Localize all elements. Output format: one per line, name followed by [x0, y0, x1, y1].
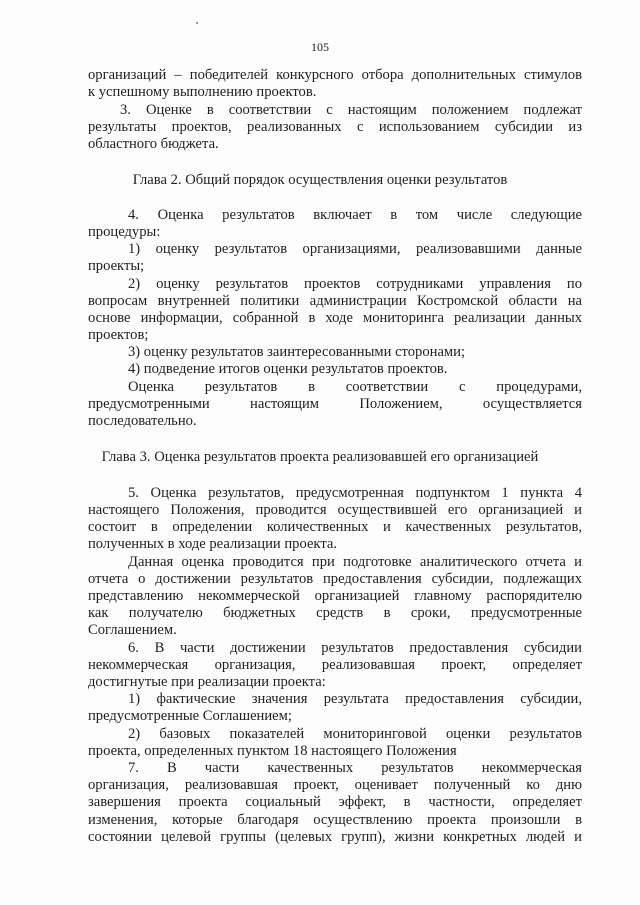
text-line: последовательно.: [88, 413, 197, 429]
text-line: областного бюджета.: [88, 136, 219, 152]
text-line: вопросам внутренней политики администрации Костромской области на: [88, 293, 582, 309]
text-line: настоящего Положения, проводится осуществившей его организацией и: [88, 502, 582, 518]
text-line: проекта, определенных пунктом 18 настоящего Положения: [88, 743, 457, 759]
text-line: результаты проектов, реализованных с использованием субсидии из: [88, 119, 582, 135]
text-line: Оценка результатов в соответствии с процедурами,: [128, 379, 582, 395]
text-line: основе информации, собранной в ходе мониторинга реализации данных: [88, 310, 582, 326]
chapter-heading: Глава 2. Общий порядок осуществления оценки результатов: [132, 172, 508, 188]
text-line: отчета о достижении результатов предоставления субсидии, подлежащих: [88, 571, 582, 587]
text-line: 1) оценку результатов организациями, реализовавшими данные: [128, 241, 582, 257]
chapter-heading: Глава 3. Оценка результатов проекта реализовавшей его организацией: [101, 449, 539, 465]
text-line: предусмотренные Соглашением;: [88, 708, 292, 724]
text-line: состоянии целевой группы (целевых групп), жизни конкретных людей и: [88, 829, 582, 845]
text-line: как получателю бюджетных средств в сроки, предусмотренные: [88, 605, 582, 621]
text-line: 3) оценку результатов заинтересованными сторонами;: [128, 344, 466, 360]
scan-speck: [196, 22, 198, 24]
text-line: предусмотренными настоящим Положением, осуществляется: [88, 396, 582, 412]
text-line: 7. В части качественных результатов некоммерческая: [128, 760, 582, 776]
text-line: к успешному выполнению проектов.: [88, 84, 317, 100]
page-number: 105: [311, 40, 329, 54]
text-line: 4. Оценка результатов включает в том числе следующие: [128, 207, 582, 223]
text-line: изменения, которые благодаря осуществлению проекта произошли в: [88, 812, 582, 828]
text-line: процедуры:: [88, 224, 161, 240]
text-line: 1) фактические значения результата предоставления субсидии,: [128, 691, 582, 707]
text-line: представлению некоммерческой организацией главному распорядителю: [88, 588, 582, 604]
text-line: организаций – победителей конкурсного отбора дополнительных стимулов: [88, 67, 582, 83]
text-line: проекты;: [88, 258, 145, 274]
text-line: 2) оценку результатов проектов сотрудниками управления по: [128, 276, 582, 292]
text-line: некоммерческая организация, реализовавшая проект, определяет: [88, 657, 582, 673]
text-line: 6. В части достижении результатов предоставления субсидии: [128, 640, 582, 656]
text-line: 4) подведение итогов оценки результатов проектов.: [128, 361, 448, 377]
text-line: Данная оценка проводится при подготовке аналитического отчета и: [128, 554, 582, 570]
text-line: завершения проекта социальный эффект, в частности, определяет: [88, 794, 582, 810]
text-line: достигнутые при реализации проекта:: [88, 674, 326, 690]
text-line: 3. Оценке в соответствии с настоящим положением подлежат: [120, 102, 582, 118]
text-line: полученных в ходе реализации проекта.: [88, 536, 337, 552]
text-line: организация, реализовавшая проект, оценивает полученный ко дню: [88, 777, 582, 793]
text-line: 5. Оценка результатов, предусмотренная подпунктом 1 пункта 4: [128, 485, 582, 501]
text-line: проектов;: [88, 327, 149, 343]
text-line: состоит в определении количественных и качественных результатов,: [88, 519, 582, 535]
text-line: 2) базовых показателей мониторинговой оценки результатов: [128, 726, 582, 742]
text-line: Соглашением.: [88, 622, 177, 638]
